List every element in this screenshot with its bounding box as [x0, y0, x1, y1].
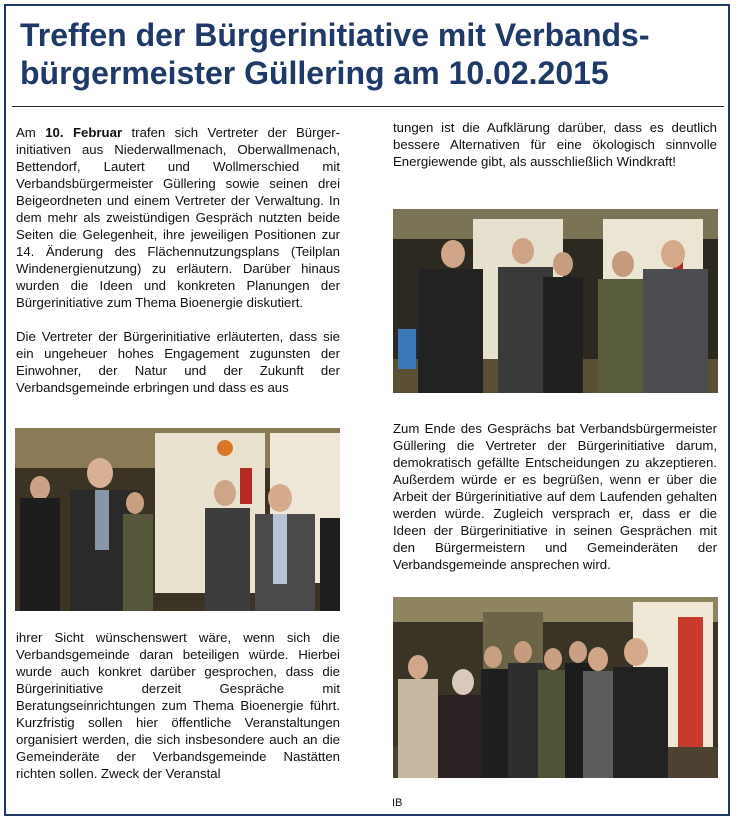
- meeting-photo-talk: [393, 209, 718, 393]
- meeting-photo-hallway: [393, 597, 718, 778]
- paragraph-2-continued: ihrer Sicht wünschenswert wäre, wenn sich die Verbandsgemeinde daran beteiligen würde. Hierbei wurde auch konkret darüber gesprochen, dass die Bürgerinitiative derzeit Gespräche mit Beratungseinrichtungen zum Thema Bioenergie führt. Kurzfristig sollen hier öffentliche Veranstaltungen organisiert werden, die sich insbesondere auch an die Gemeinderäte der Verbandsgemeinde Nastätten richten sollen. Zweck der Veranstal: [16, 630, 340, 781]
- left-column-bottom: [16, 629, 340, 782]
- paragraph-2: Die Vertreter der Bürgerinitiative erläuterten, dass sie ein ungeheuer hohes Engagement zugunsten der Einwohner, der Natur und der Zukunft der Verbandsgemeinde erbringen und dass es aus: [16, 329, 340, 395]
- paragraph-3: Zum Ende des Gesprächs bat Verbandsbürgermeister Güllering die Vertreter der Bürgerinitiative darum, demokratisch gefällte Entscheidungen zu akzeptieren. Außerdem würde er es begrüßen, wenn er über die Arbeit der Bürgerinitiative auf dem Laufenden gehalten werden würde. Zugleich versprach er, dass er die Ideen der Bürgerinitiative in seinen Gesprächen mit den Bürgermeistern und Gemeinderäten der Verbandsgemeinde ansprechen wird.: [393, 421, 717, 572]
- paragraph-1: [16, 124, 340, 311]
- paragraph-1-text: trafen sich Vertreter der Bürgerinitiativen aus Niederwallmenach, Oberwallmenach, Bettendorf, Lautert und Wollmerschied mit Verbandsbürgermeister Güllering sowie seinen drei Beigeordneten und einem Vertreter der Verwaltung. In dem mehr als zweistündigen Gespräch nutzten beide Seiten die Gelegenheit, ihre jeweiligen Positionen zur 14. Änderung des Flächennutzungsplans (Teilplan Windenergienutzung) zu erläutern. Darüber hinaus wurden die Ideen und konkreten Planungen der Bürgerinitiative zum Thema Bioenergie diskutiert.: [16, 125, 341, 310]
- lead-word: Am: [16, 125, 36, 140]
- paragraph-2-end: tungen ist die Aufklärung darüber, dass es deutlich bessere Alternativen für eine ökologisch sinnvolle Energiewende gibt, als ausschließlich Windkraft!: [393, 120, 717, 169]
- author-signature: IB: [392, 797, 403, 809]
- right-column-bottom: [393, 420, 717, 573]
- left-column-top: [16, 124, 340, 396]
- lead-date: 10. Februar: [45, 125, 123, 140]
- title-divider: [12, 106, 724, 107]
- meeting-photo-group: [15, 428, 340, 611]
- article-title: Treffen der Bürgerinitiative mit Verbandsbürgermeister Güllering am 10.02.2015: [20, 17, 650, 91]
- right-column-top: [393, 119, 717, 170]
